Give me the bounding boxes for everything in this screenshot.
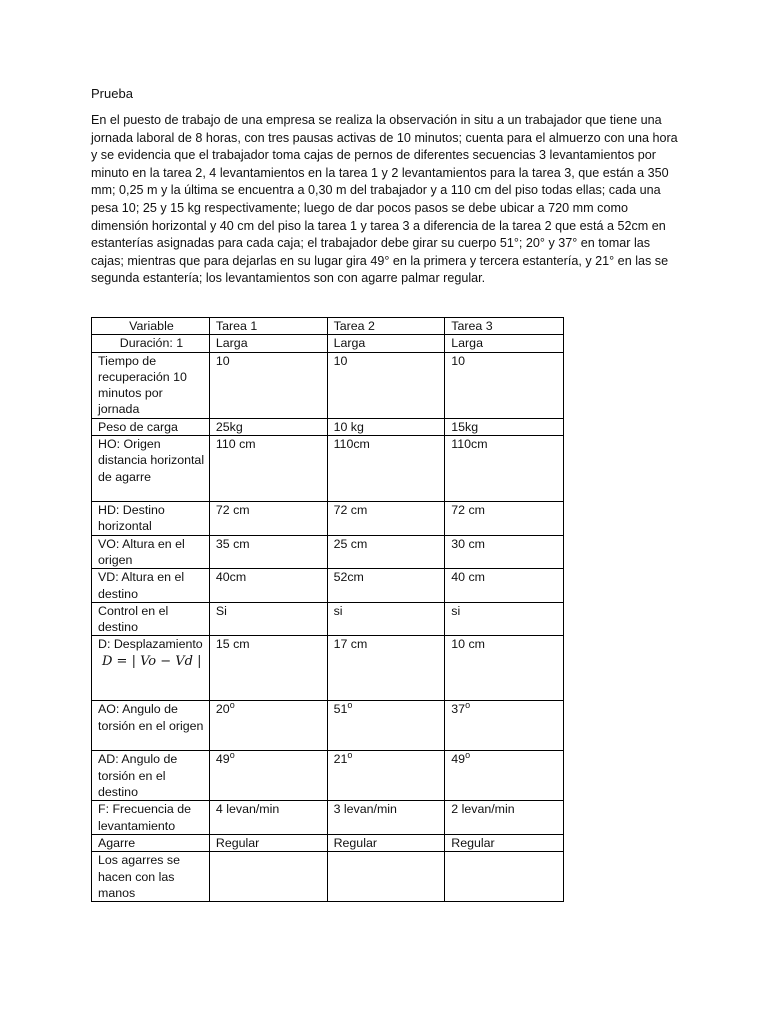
table-row: [92, 535, 564, 569]
table-row: [92, 701, 564, 751]
row-label: Los agarres se hacen con las manos: [92, 852, 210, 902]
table-row: [92, 801, 564, 835]
cell: 40 cm: [445, 569, 564, 603]
cell: Larga: [327, 335, 445, 352]
cell: 10 kg: [327, 418, 445, 435]
cell: si: [445, 602, 564, 636]
cell: 17 cm: [327, 636, 445, 701]
row-label: Agarre: [92, 834, 210, 851]
cell: 110cm: [445, 436, 564, 502]
cell: [327, 852, 445, 902]
cell: Regular: [209, 834, 327, 851]
cell-value: 51: [333, 702, 348, 717]
displacement-label: D: Desplazamiento: [98, 637, 203, 652]
displacement-formula: D = | Vo − Vd |: [102, 653, 202, 669]
cell-value: 49: [215, 752, 230, 767]
table-row: [92, 602, 564, 636]
cell: [209, 751, 327, 801]
cell-value: 20: [215, 702, 230, 717]
document-title: Prueba: [91, 86, 133, 101]
cell: 10: [327, 352, 445, 418]
cell-value: 21: [333, 752, 348, 767]
cell: [327, 701, 445, 751]
header-tarea-2: Tarea 2: [327, 318, 445, 335]
cell: 25kg: [209, 418, 327, 435]
cell: Si: [209, 602, 327, 636]
header-variable: Variable: [92, 318, 210, 335]
cell: 35 cm: [209, 535, 327, 569]
cell: 72 cm: [327, 502, 445, 536]
row-label: HO: Origen distancia horizontal de agarre: [92, 436, 210, 502]
row-label: [92, 636, 210, 701]
cell: Larga: [445, 335, 564, 352]
cell: Regular: [445, 834, 564, 851]
degree-mark: o: [347, 750, 353, 761]
cell: 52cm: [327, 569, 445, 603]
cell: 10: [209, 352, 327, 418]
table-row: [92, 636, 564, 701]
cell: 10 cm: [445, 636, 564, 701]
cell: 110cm: [327, 436, 445, 502]
cell: [445, 701, 564, 751]
header-tarea-3: Tarea 3: [445, 318, 564, 335]
cell: [209, 852, 327, 902]
table-row: [92, 335, 564, 352]
cell: 110 cm: [209, 436, 327, 502]
degree-mark: o: [465, 700, 471, 711]
cell: 2 levan/min: [445, 801, 564, 835]
ergonomics-table: [91, 317, 564, 902]
table-row: [92, 352, 564, 418]
table-row: [92, 834, 564, 851]
table-row: [92, 569, 564, 603]
cell: [445, 852, 564, 902]
cell: Regular: [327, 834, 445, 851]
intro-text: En el puesto de trabajo de una empresa se realiza la observación in situ a un trabajador que tiene una jornada laboral de 8 horas, con tres pausas activas de 10 minutos; cuenta para el almuerzo con una hora y se evidencia que el trabajador toma cajas de pernos de diferentes secuencias 3 levantamientos por minuto en la tarea 2, 4 levantamientos en la tarea 1 y 2 levantamientos para la tarea 3, que están a 350 mm; 0,25 m y la última se encuentra a 0,30 m del trabajador y a 110 cm del piso todas ellas; cada una pesa 10; 25 y 15 kg respectivamente; luego de dar pocos pasos se debe ubicar a 720 mm como dimensión horizontal y 40 cm del piso la tarea 1 y tarea 3 a diferencia de la tarea 2 que está a 52cm en estanterías asignadas para cada caja; el trabajador debe girar su cuerpo 51°; 20° y 37° en tomar las cajas; mientras que para dejarlas en su lugar gira 49° en la primera y tercera estantería, y 21° en las se segunda estantería; los levantamientos son con agarre palmar regular.: [91, 113, 678, 286]
cell: 72 cm: [209, 502, 327, 536]
table-row: [92, 751, 564, 801]
table-row: [92, 436, 564, 502]
cell: 40cm: [209, 569, 327, 603]
row-label: AO: Angulo de torsión en el origen: [92, 701, 210, 751]
degree-mark: o: [229, 700, 235, 711]
cell: 72 cm: [445, 502, 564, 536]
intro-paragraph: [91, 112, 681, 288]
table-header-row: [92, 318, 564, 335]
cell: Larga: [209, 335, 327, 352]
row-label: HD: Destino horizontal: [92, 502, 210, 536]
cell: [209, 701, 327, 751]
table-row: [92, 852, 564, 902]
table-row: [92, 418, 564, 435]
cell: 15kg: [445, 418, 564, 435]
cell: si: [327, 602, 445, 636]
cell: 30 cm: [445, 535, 564, 569]
degree-mark: o: [347, 700, 353, 711]
cell: [327, 751, 445, 801]
cell: 3 levan/min: [327, 801, 445, 835]
cell-value: 49: [451, 752, 466, 767]
row-label: AD: Angulo de torsión en el destino: [92, 751, 210, 801]
cell: 4 levan/min: [209, 801, 327, 835]
cell: [445, 751, 564, 801]
cell-value: 37: [451, 702, 466, 717]
row-label: Tiempo de recuperación 10 minutos por jornada: [92, 352, 210, 418]
row-label: Peso de carga: [92, 418, 210, 435]
cell: 10: [445, 352, 564, 418]
row-label: VD: Altura en el destino: [92, 569, 210, 603]
header-tarea-1: Tarea 1: [209, 318, 327, 335]
degree-mark: o: [465, 750, 471, 761]
row-label: Control en el destino: [92, 602, 210, 636]
row-label: Duración: 1: [92, 335, 210, 352]
row-label: F: Frecuencia de levantamiento: [92, 801, 210, 835]
degree-mark: o: [229, 750, 235, 761]
row-label: VO: Altura en el origen: [92, 535, 210, 569]
cell: 15 cm: [209, 636, 327, 701]
table-row: [92, 502, 564, 536]
cell: 25 cm: [327, 535, 445, 569]
